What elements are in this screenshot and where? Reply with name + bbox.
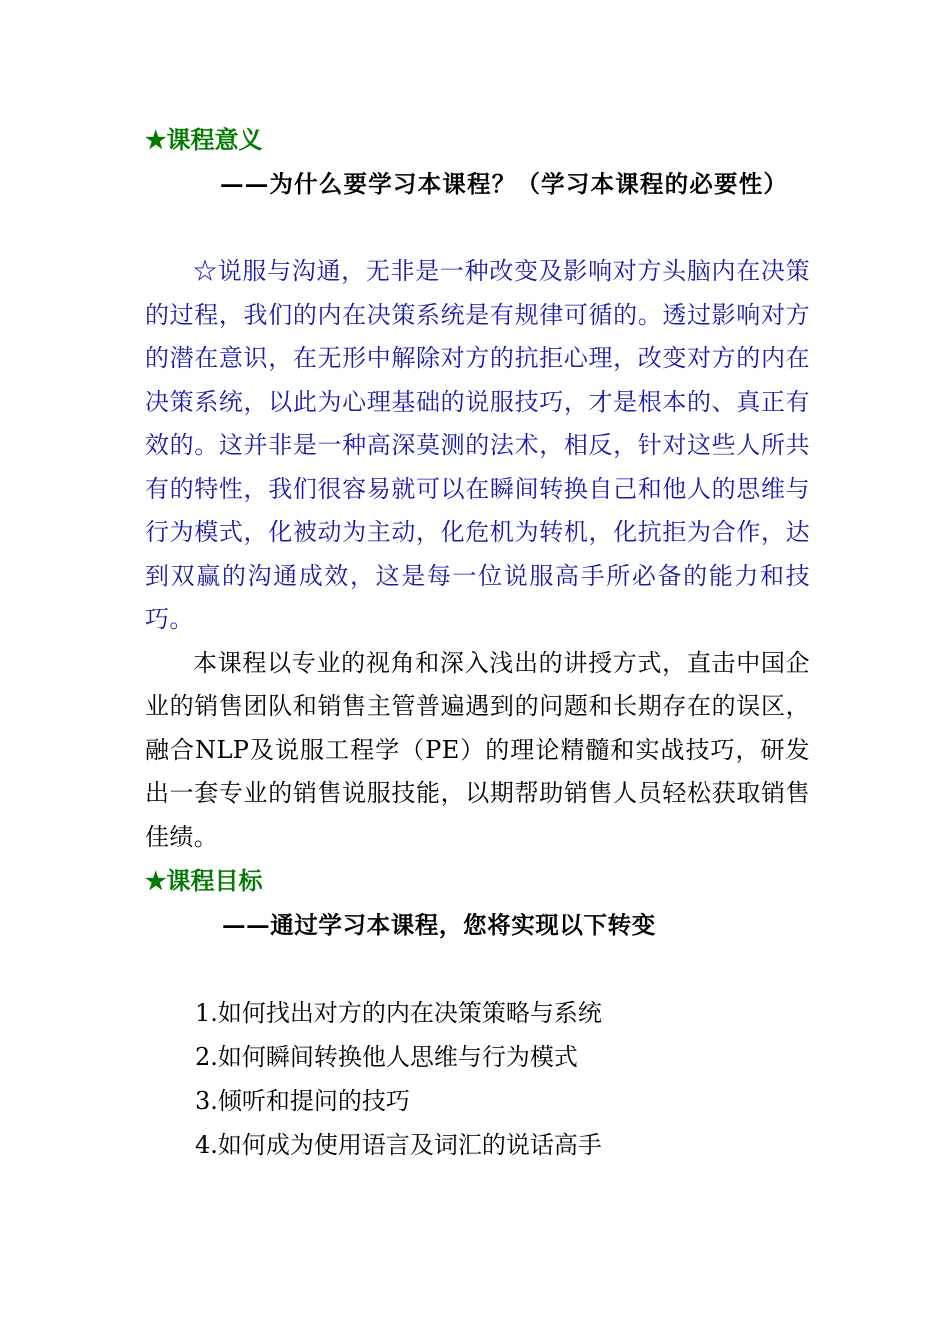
list-item: 4.如何成为使用语言及词汇的说话高手 xyxy=(195,1131,602,1159)
spacer xyxy=(145,947,810,991)
spacer xyxy=(145,206,810,250)
list-item: 3.倾听和提问的技巧 xyxy=(195,1087,410,1115)
list-item: 1.如何找出对方的内在决策策略与系统 xyxy=(195,999,602,1027)
section-subtitle: ——通过学习本课程，您将实现以下转变 xyxy=(222,911,656,939)
list-item: 2.如何瞬间转换他人思维与行为模式 xyxy=(195,1043,578,1071)
goals-list xyxy=(145,991,810,1167)
section-heading-course-significance xyxy=(145,118,810,162)
section-title: 课程意义 xyxy=(166,125,263,154)
paragraph-course-intro: 本课程以专业的视角和深入浅出的讲授方式，直击中国企业的销售团队和销售主管普遍遇到的问题和长期存在的误区，融合NLP及说服工程学（PE）的理论精髓和实战技巧，研发出一套专业的销售说服技能，以期帮助销售人员轻松获取销售佳绩。 xyxy=(145,648,810,851)
section-heading-course-goals xyxy=(145,859,810,903)
section-title: 课程目标 xyxy=(166,866,263,895)
document-page xyxy=(145,118,810,1167)
section-subtitle: ——为什么要学习本课程？（学习本课程的必要性） xyxy=(220,170,789,198)
paragraph-persuasion: ☆说服与沟通，无非是一种改变及影响对方头脑内在决策的过程，我们的内在决策系统是有规律可循的。透过影响对方的潜在意识，在无形中解除对方的抗拒心理，改变对方的内在决策系统，以此为心理基础的说服技巧，才是根本的、真正有效的。这并非是一种高深莫测的法术，相反，针对这些人所共有的特性，我们很容易就可以在瞬间转换自己和他人的思维与行为模式，化被动为主动，化危机为转机，化抗拒为合作，达到双赢的沟通成效，这是每一位说服高手所必备的能力和技巧。 xyxy=(145,257,810,633)
star-icon: ★ xyxy=(145,866,167,895)
star-icon: ★ xyxy=(145,125,167,154)
